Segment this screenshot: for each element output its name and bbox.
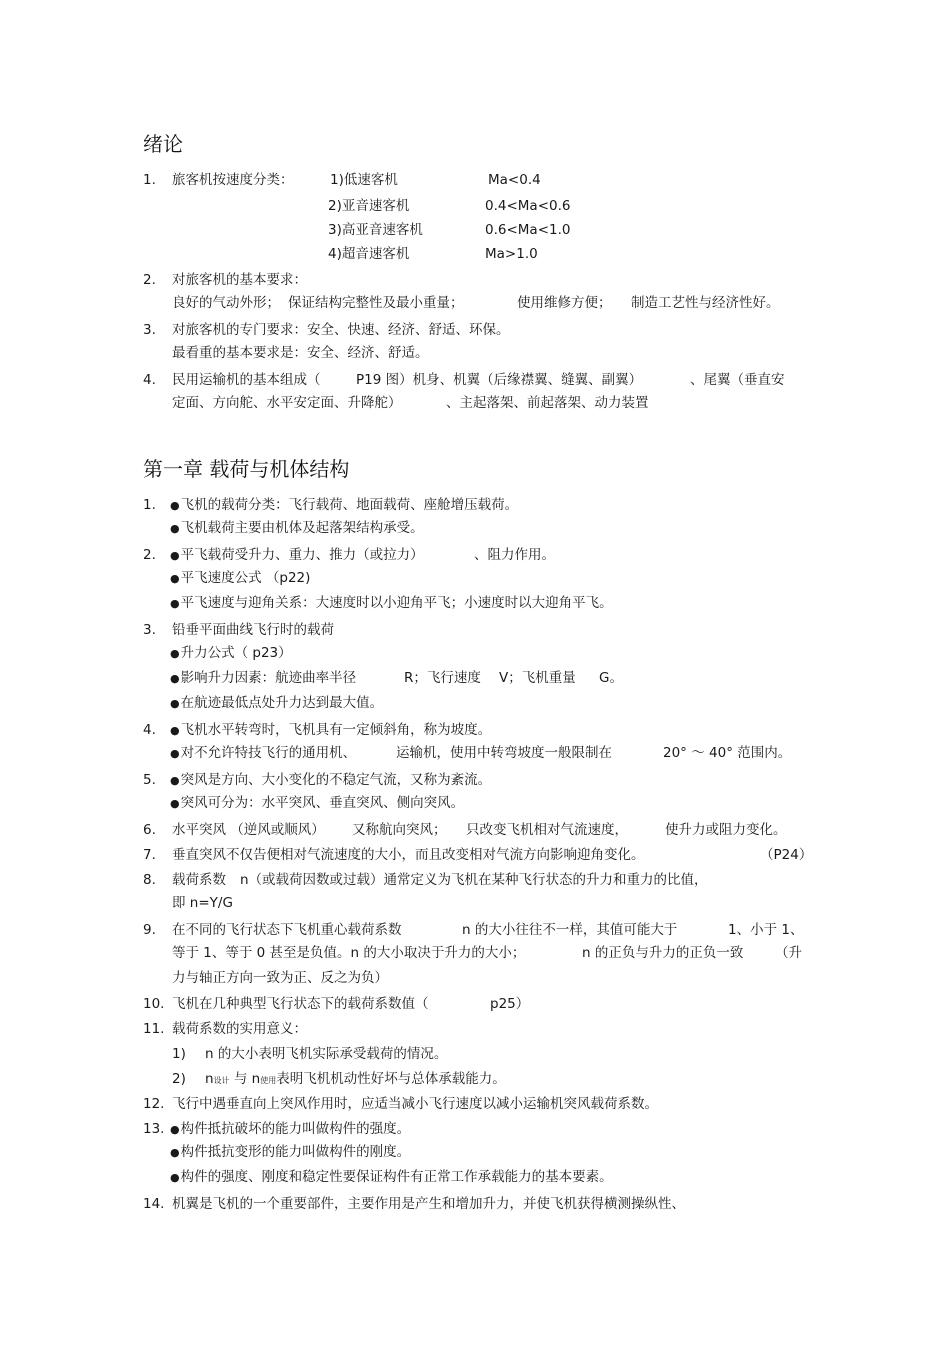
text-line: 1、小于 1、	[728, 922, 804, 938]
text-line: 在不同的飞行状态下飞机重心载荷系数	[172, 922, 402, 938]
item-number: 8.	[143, 872, 156, 888]
item-number: 4.	[143, 372, 156, 388]
bullet-line: ● 平飞载荷受升力、重力、推力（或拉力）	[170, 547, 424, 564]
item-number: 2.	[143, 272, 156, 288]
bullet-line: ● 飞机水平转弯时，飞机具有一定倾斜角，称为坡度。	[170, 722, 491, 739]
text-line: 机翼是飞机的一个重要部件，主要作用是产生和增加升力，并使飞机获得横测操纵性、	[172, 1196, 685, 1212]
text-line: （升	[775, 945, 802, 961]
text-line: n 的大小往往不一样，其值可能大于	[462, 922, 678, 938]
item-number: 4.	[143, 722, 156, 738]
text-line: 制造工艺性与经济性好。	[631, 295, 780, 311]
bullet-line: ● 平飞速度公式 （p22)	[170, 570, 310, 587]
text-line: （P24）	[760, 847, 813, 863]
text-line: 即 n=Y/G	[172, 895, 233, 911]
bullet-line: ● 平飞速度与迎角关系：大速度时以小迎角平飞；小速度时以大迎角平飞。	[170, 595, 613, 612]
item-number: 1.	[143, 497, 156, 513]
text-line: n 的正负与升力的正负一致	[582, 945, 744, 961]
text-line: 使升力或阻力变化。	[665, 822, 787, 838]
item-number: 14.	[143, 1196, 165, 1212]
text-line: G。	[599, 670, 623, 686]
bullet-line: ● 构件抵抗破坏的能力叫做构件的强度。	[170, 1121, 410, 1138]
item-number: 12.	[143, 1096, 165, 1112]
bullet-line: ● 升力公式（ p23）	[170, 645, 292, 662]
text-line: 、主起落架、前起落架、动力装置	[446, 395, 649, 411]
bullet-line: ● 构件的强度、刚度和稳定性要保证构件有正常工作承载能力的基本要素。	[170, 1169, 613, 1186]
text-line: 良好的气动外形；	[172, 295, 280, 311]
text-line: 、尾翼（垂直安	[690, 372, 785, 388]
speed-class-name: 4)超音速客机	[328, 246, 410, 262]
text-line: P19 图）机身、机翼（后缘襟翼、缝翼、副翼）	[356, 372, 643, 388]
text-line: 使用维修方便；	[517, 295, 612, 311]
text-line: 保证结构完整性及最小重量；	[288, 295, 464, 311]
text-line: 垂直突风不仅告便相对气流速度的大小，而且改变相对气流方向影响迎角变化。	[172, 847, 645, 863]
item-number: 5.	[143, 772, 156, 788]
text-line: 又称航向突风；	[352, 822, 447, 838]
section-heading-chapter1: 第一章 载荷与机体结构	[143, 457, 350, 481]
speed-class-range: Ma>1.0	[485, 246, 538, 262]
text-line: V；飞机重量	[499, 670, 576, 686]
item-number: 2.	[143, 547, 156, 563]
text-line: 对旅客机的专门要求：安全、快速、经济、舒适、环保。	[172, 322, 510, 338]
bullet-line: ● 飞机载荷主要由机体及起落架结构承受。	[170, 520, 424, 537]
bullet-line: ● 构件抵抗变形的能力叫做构件的刚度。	[170, 1144, 410, 1161]
text-line: 20° ～ 40° 范围内。	[663, 745, 792, 761]
item-number: 3.	[143, 322, 156, 338]
text-line: 定面、方向舵、水平安定面、升降舵）	[172, 395, 402, 411]
text-line: R；飞行速度	[404, 670, 481, 686]
text-line: 飞行中遇垂直向上突风作用时，应适当减小飞行速度以减小运输机突风载荷系数。	[172, 1096, 658, 1112]
text-line: 载荷系数	[172, 872, 226, 888]
speed-class-name: 2)亚音速客机	[328, 198, 410, 214]
item-number: 6.	[143, 822, 156, 838]
text-line: p25）	[490, 996, 530, 1012]
item-number: 13.	[143, 1121, 165, 1137]
speed-class-name: 3)高亚音速客机	[328, 222, 423, 238]
bullet-line: ● 在航迹最低点处升力达到最大值。	[170, 695, 383, 712]
bullet-line: ● 对不允许特技飞行的通用机、	[170, 745, 356, 762]
bullet-line: ● 影响升力因素：航迹曲率半径	[170, 670, 356, 687]
text-line: 民用运输机的基本组成（	[172, 372, 321, 388]
text-line: n设计 与 n使用表明飞机机动性好坏与总体承载能力。	[205, 1071, 506, 1087]
sub-item-number: 2)	[172, 1071, 186, 1087]
item-number: 1.	[143, 172, 156, 188]
item-number: 10.	[143, 996, 165, 1012]
item-number: 3.	[143, 622, 156, 638]
item-number: 7.	[143, 847, 156, 863]
bullet-line: ● 突风可分为：水平突风、垂直突风、侧向突风。	[170, 795, 464, 812]
speed-class-range: Ma<0.4	[488, 172, 541, 188]
sub-item-number: 1)	[172, 1046, 186, 1062]
item-number: 11.	[143, 1021, 165, 1037]
text-line: n（或载荷因数或过载）通常定义为飞机在某种飞行状态的升力和重力的比值，	[240, 872, 708, 888]
speed-class-range: 0.4<Ma<0.6	[485, 198, 571, 214]
text-line: 只改变飞机相对气流速度，	[466, 822, 628, 838]
speed-class-range: 0.6<Ma<1.0	[485, 222, 571, 238]
text-line: 最看重的基本要求是：安全、经济、舒适。	[172, 345, 429, 361]
text-line: 铅垂平面曲线飞行时的载荷	[172, 622, 334, 638]
item-number: 9.	[143, 922, 156, 938]
text-line: 等于 1、等于 0 甚至是负值。n 的大小取决于升力的大小；	[172, 945, 526, 961]
text-line: n 的大小表明飞机实际承受载荷的情况。	[205, 1046, 448, 1062]
text-line: 对旅客机的基本要求：	[172, 272, 307, 288]
text-line: 运输机，使用中转弯坡度一般限制在	[396, 745, 612, 761]
text-line: 载荷系数的实用意义：	[172, 1021, 307, 1037]
text-line: 力与轴正方向一致为正、反之为负）	[172, 970, 388, 986]
bullet-line: ● 飞机的载荷分类：飞行载荷、地面载荷、座舱增压载荷。	[170, 497, 518, 514]
section-heading-intro: 绪论	[143, 132, 183, 156]
speed-class-name: 1)低速客机	[330, 172, 398, 188]
text-line: 水平突风 （逆风或顺风）	[172, 822, 325, 838]
speed-class-label: 旅客机按速度分类：	[172, 172, 294, 188]
text-line: 、阻力作用。	[474, 547, 555, 563]
text-line: 飞机在几种典型飞行状态下的载荷系数值（	[172, 996, 429, 1012]
bullet-line: ● 突风是方向、大小变化的不稳定气流，又称为紊流。	[170, 772, 491, 789]
